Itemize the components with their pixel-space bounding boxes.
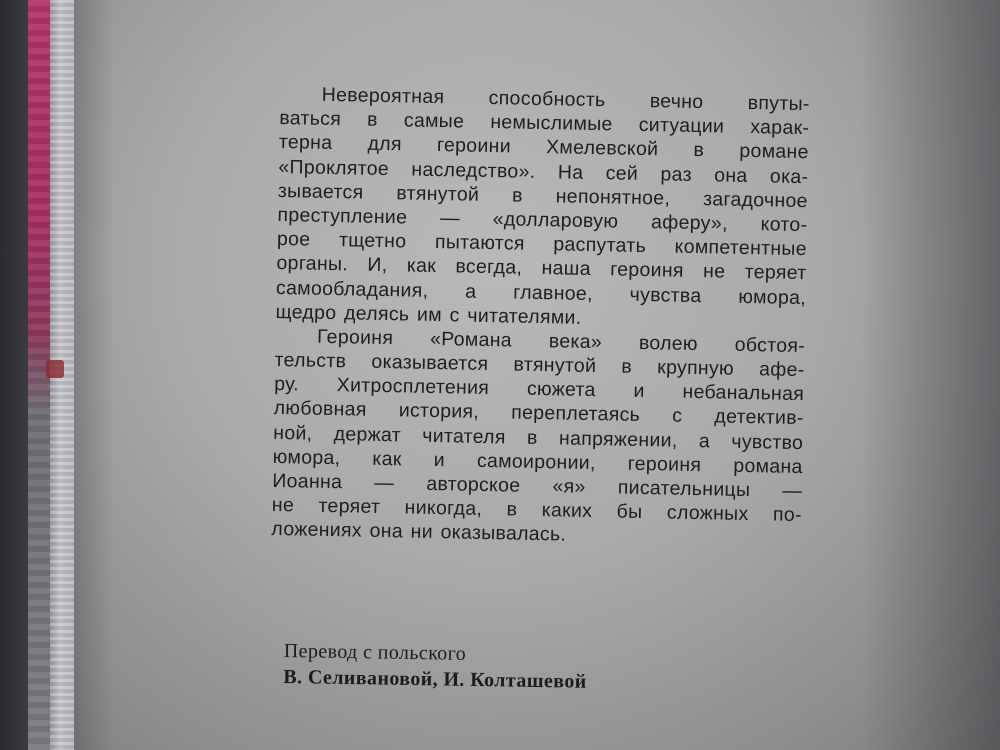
annotation-text [271,82,810,552]
paragraph-2 [271,324,805,552]
translators-names: В. Селивановой, И. Колташевой [283,665,587,693]
text-line: Героиня «Романа века» волею обстоя- [316,325,806,358]
text-line: самообладания, а главное, чувства юмора, [275,276,807,309]
text-line: терна для героини Хмелевской в романе [278,131,809,164]
page-gutter-shadow [74,0,114,750]
text-line: тельств оказывается втянутой в крупную афе- [274,349,805,382]
text-line: «Проклятое наследство». На сей раз она ока- [278,155,809,188]
text-line: любовная история, переплетаясь с детектив- [273,397,804,430]
text-line: юмора, как и самоиронии, героиня романа [272,445,803,478]
text-line: преступление — «долларовую аферу», кото- [277,203,808,237]
text-line: щедро делясь им с читателями. [275,300,582,329]
book-cover-edge [0,0,28,750]
paragraph-1 [275,82,810,334]
bookmark-mark [46,360,64,378]
text-line: Невероятная способность вечно впуты- [321,83,810,116]
page-edge-shadow [860,0,1000,750]
text-line: ной, держат читателя в напряжении, а чувство [273,421,804,454]
translation-credits [283,638,587,695]
translation-note: Перевод с польского [283,639,467,665]
text-line: Иоанна — авторское «я» писательницы — [272,469,803,503]
text-line: органы. И, как всегда, наша героиня не теряет [276,252,807,285]
text-line: зывается втянутой в непонятное, загадочное [277,179,809,212]
text-line: ваться в самые немыслимые ситуации харак- [279,107,810,140]
text-line: рое тщетно пытаются распутать компетентные [276,228,808,261]
text-line: ру. Хитросплетения сюжета и небанальная [273,373,805,406]
text-line: ложениях она ни оказывалась. [271,518,567,546]
text-line: не теряет никогда, в каких бы сложных по- [271,494,802,527]
